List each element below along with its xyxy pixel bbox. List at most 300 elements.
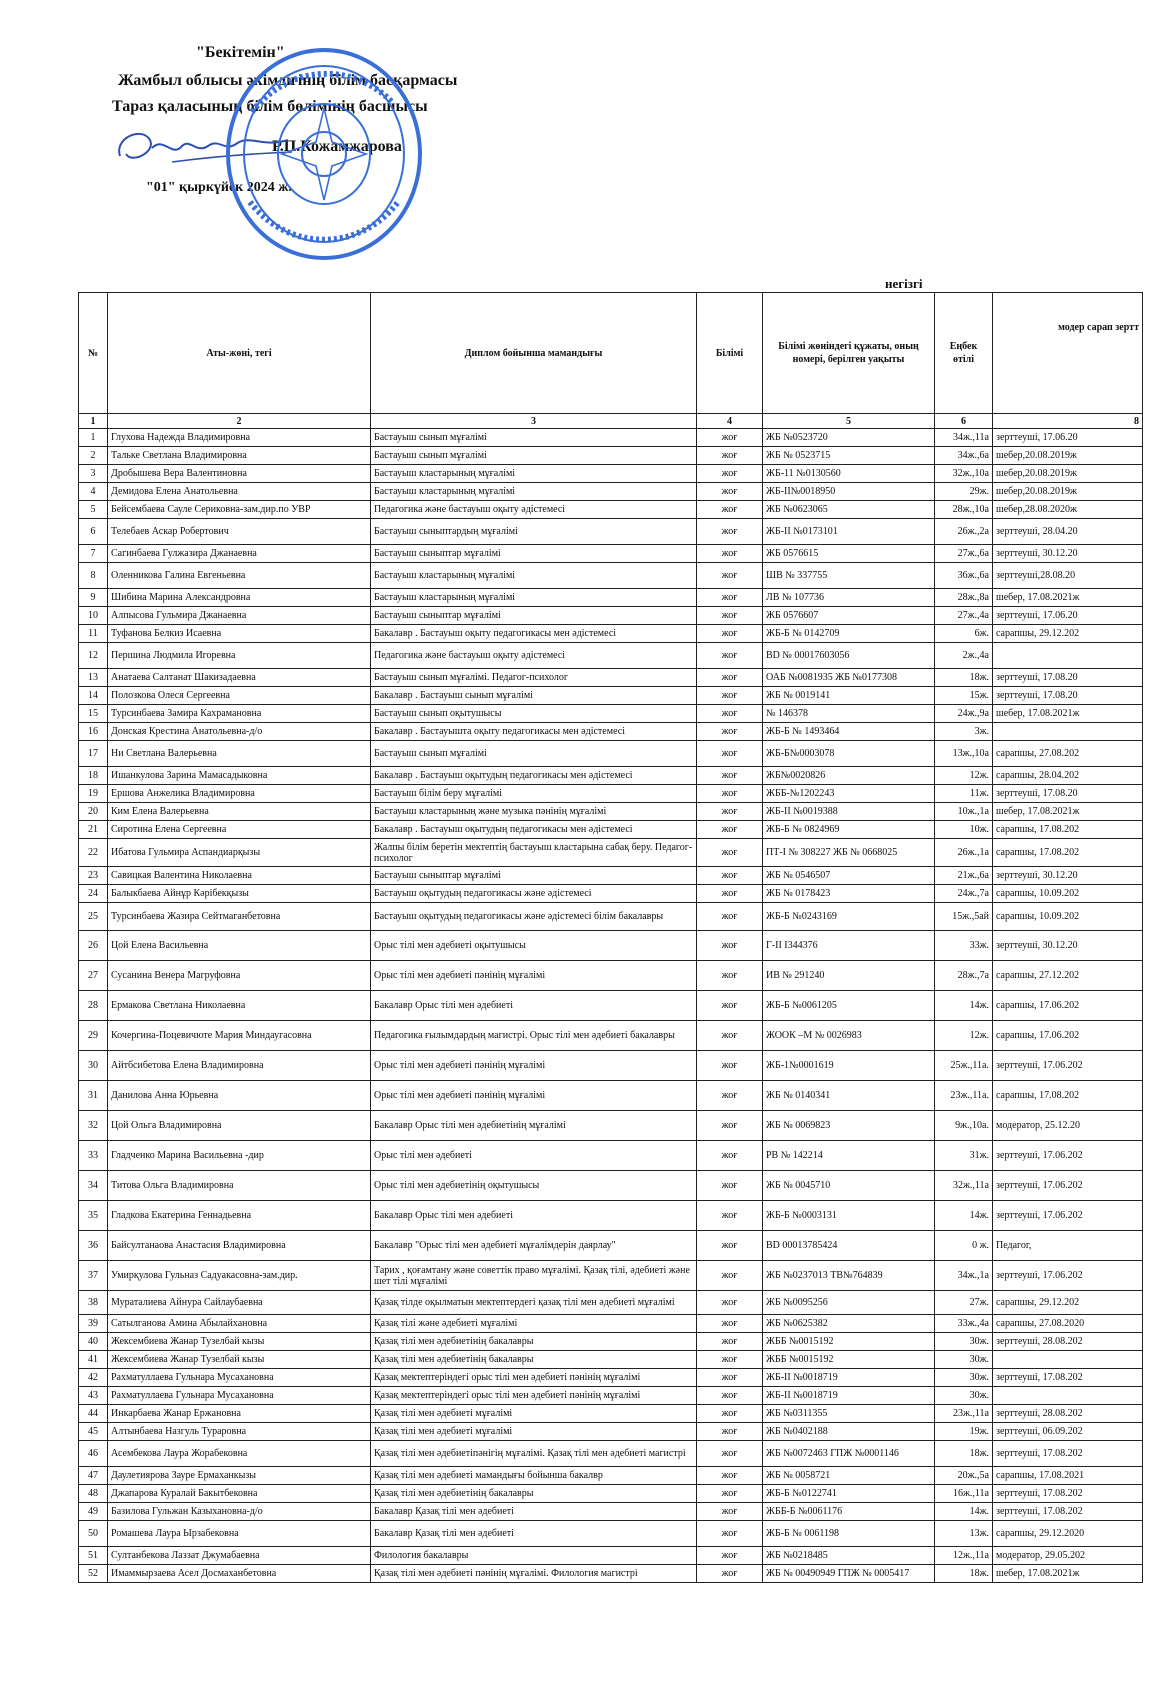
cell-edu: жоғ xyxy=(697,643,763,669)
cell-edu: жоғ xyxy=(697,589,763,607)
cell-n: 1 xyxy=(79,429,108,447)
cell-doc: ЖБ-Б № 0824969 xyxy=(763,821,935,839)
cell-name: Кочергина-Поцевичюте Мария Миндаугасовна xyxy=(108,1021,371,1051)
cell-spec: Бастауыш оқытудың педагогикасы және әдістемесі xyxy=(371,885,697,903)
cell-n: 23 xyxy=(79,867,108,885)
cell-spec: Бакалавр . Бастауышта оқыту педагогикасы мен әдістемесі xyxy=(371,723,697,741)
cell-name: Туфанова Белкиз Исаевна xyxy=(108,625,371,643)
cell-edu: жоғ xyxy=(697,885,763,903)
cell-exp: 12ж. xyxy=(935,767,993,785)
table-row xyxy=(79,767,1143,785)
cell-cat: зерттеуші, 17.06.20 xyxy=(993,607,1143,625)
cell-exp: 12ж.,11а xyxy=(935,1547,993,1565)
cell-cat: зерттеуші, 28.04.20 xyxy=(993,519,1143,545)
cell-exp: 13ж. xyxy=(935,1521,993,1547)
table-row xyxy=(79,643,1143,669)
cell-edu: жоғ xyxy=(697,1467,763,1485)
col-category: модер сарап зертт xyxy=(993,293,1143,414)
cell-exp: 12ж. xyxy=(935,1021,993,1051)
cell-cat xyxy=(993,1351,1143,1369)
cell-name: Ермакова Светлана Николаевна xyxy=(108,991,371,1021)
cell-cat: сарапшы, 17.06.202 xyxy=(993,1021,1143,1051)
cell-name: Дробышева Вера Валентиновна xyxy=(108,465,371,483)
cell-name: Балыкбаева Айнұр Кәрібекқызы xyxy=(108,885,371,903)
cell-name: Байсултанаова Анастасия Владимировна xyxy=(108,1231,371,1261)
cell-exp: 6ж. xyxy=(935,625,993,643)
cell-edu: жоғ xyxy=(697,1141,763,1171)
cell-cat: сарапшы, 27.08.2020 xyxy=(993,1315,1143,1333)
cell-cat: сарапшы, 17.06.202 xyxy=(993,991,1143,1021)
cell-n: 2 xyxy=(79,447,108,465)
table-row xyxy=(79,669,1143,687)
cell-exp: 18ж. xyxy=(935,669,993,687)
cell-exp: 30ж. xyxy=(935,1387,993,1405)
cell-spec: Қазақ тілі мен әдебиеті мұғалімі xyxy=(371,1405,697,1423)
cell-doc: ЖБ № 0045710 xyxy=(763,1171,935,1201)
cell-exp: 23ж.,11а xyxy=(935,1405,993,1423)
cell-exp: 33ж.,4а xyxy=(935,1315,993,1333)
table-row xyxy=(79,447,1143,465)
cell-name: Титова Ольга Владимировна xyxy=(108,1171,371,1201)
cell-spec: Бакалавр . Бастауыш оқытудың педагогикасы мен әдістемесі xyxy=(371,821,697,839)
cell-n: 39 xyxy=(79,1315,108,1333)
cell-edu: жоғ xyxy=(697,1261,763,1291)
cell-exp: 20ж.,5а xyxy=(935,1467,993,1485)
cell-n: 20 xyxy=(79,803,108,821)
cell-spec: Бастауыш сыныптар мұғалімі xyxy=(371,867,697,885)
col-experience: Еңбек өтілі xyxy=(935,293,993,414)
cell-name: Турсинбаева Жазира Сейтмаганбетовна xyxy=(108,903,371,931)
cell-exp: 16ж.,11а xyxy=(935,1485,993,1503)
cell-cat: зерттеуші, 30.12.20 xyxy=(993,867,1143,885)
cell-doc: ОАБ №0081935 ЖБ №0177308 xyxy=(763,669,935,687)
cell-n: 29 xyxy=(79,1021,108,1051)
cell-edu: жоғ xyxy=(697,1291,763,1315)
cell-doc: ПТ-І № 308227 ЖБ № 0668025 xyxy=(763,839,935,867)
col-number: 8 xyxy=(993,414,1143,429)
cell-spec: Бакалавр Орыс тілі мен әдебиеті xyxy=(371,1201,697,1231)
cell-doc: ЖБ№0020826 xyxy=(763,767,935,785)
cell-exp: 21ж.,6а xyxy=(935,867,993,885)
cell-name: Турсинбаева Замира Кахрамановна xyxy=(108,705,371,723)
cell-exp: 34ж.,6а xyxy=(935,447,993,465)
cell-edu: жоғ xyxy=(697,931,763,961)
cell-cat: зерттеуші, 17.06.202 xyxy=(993,1261,1143,1291)
cell-edu: жоғ xyxy=(697,961,763,991)
cell-exp: 19ж. xyxy=(935,1423,993,1441)
table-row xyxy=(79,589,1143,607)
cell-cat xyxy=(993,723,1143,741)
cell-name: Ромашева Лаура Ырзабековна xyxy=(108,1521,371,1547)
table-row xyxy=(79,1141,1143,1171)
cell-exp: 27ж. xyxy=(935,1291,993,1315)
cell-edu: жоғ xyxy=(697,465,763,483)
table-row xyxy=(79,1333,1143,1351)
cell-spec: Бакалавр . Бастауыш сынып мұғалімі xyxy=(371,687,697,705)
table-row xyxy=(79,1051,1143,1081)
table-row xyxy=(79,465,1143,483)
cell-name: Анатаева Салтанат Шакизадаевна xyxy=(108,669,371,687)
cell-cat: зерттеуші, 17.08.20 xyxy=(993,785,1143,803)
cell-doc: ЖББ №0015192 xyxy=(763,1351,935,1369)
cell-spec: Бакалавр Орыс тілі мен әдебиеті xyxy=(371,991,697,1021)
cell-name: Даулетиярова Зауре Ермаханкызы xyxy=(108,1467,371,1485)
cell-doc: ЖБ № 0523715 xyxy=(763,447,935,465)
cell-edu: жоғ xyxy=(697,1051,763,1081)
cell-doc: ЖБ-Б№0003078 xyxy=(763,741,935,767)
cell-doc: ЖБ № 00490949 ГПЖ № 0005417 xyxy=(763,1565,935,1583)
cell-n: 21 xyxy=(79,821,108,839)
cell-n: 50 xyxy=(79,1521,108,1547)
cell-exp: 24ж.,9а xyxy=(935,705,993,723)
cell-exp: 28ж.,10а xyxy=(935,501,993,519)
cell-doc: ЖБ № 0069823 xyxy=(763,1111,935,1141)
cell-cat: зерттеуші, 17.06.202 xyxy=(993,1141,1143,1171)
cell-n: 12 xyxy=(79,643,108,669)
cell-cat: зерттеуші, 06.09.202 xyxy=(993,1423,1143,1441)
cell-n: 47 xyxy=(79,1467,108,1485)
cell-cat: зерттеуші, 17.06.202 xyxy=(993,1171,1143,1201)
table-row xyxy=(79,1387,1143,1405)
col-education: Білімі xyxy=(697,293,763,414)
cell-cat: зерттеуші, 17.06.20 xyxy=(993,429,1143,447)
cell-edu: жоғ xyxy=(697,991,763,1021)
cell-doc: ЖБ 0576607 xyxy=(763,607,935,625)
cell-cat: зерттеуші, 28.08.202 xyxy=(993,1405,1143,1423)
cell-doc: ЖБ-1№0001619 xyxy=(763,1051,935,1081)
cell-doc: ЖБ-Б № 0061198 xyxy=(763,1521,935,1547)
approval-title: "Бекітемін" xyxy=(196,44,285,61)
cell-edu: жоғ xyxy=(697,1201,763,1231)
cell-exp: 30ж. xyxy=(935,1369,993,1387)
cell-cat: зерттеуші, 17.08.202 xyxy=(993,1485,1143,1503)
table-row xyxy=(79,545,1143,563)
col-number: 4 xyxy=(697,414,763,429)
cell-doc: ЖБ-Б №0122741 xyxy=(763,1485,935,1503)
cell-n: 48 xyxy=(79,1485,108,1503)
cell-doc: ЖООК –М № 0026983 xyxy=(763,1021,935,1051)
cell-cat: зерттеуші, 17.08.202 xyxy=(993,1369,1143,1387)
cell-n: 6 xyxy=(79,519,108,545)
cell-spec: Педагогика ғылымдардың магистрі. Орыс тілі мен әдебиеті бакалавры xyxy=(371,1021,697,1051)
cell-doc: ЖБ № 0058721 xyxy=(763,1467,935,1485)
cell-n: 46 xyxy=(79,1441,108,1467)
cell-spec: Бастауыш сыныптардың мұғалімі xyxy=(371,519,697,545)
cell-name: Джапарова Куралай Бакытбековна xyxy=(108,1485,371,1503)
cell-cat: сарапшы, 17.08.202 xyxy=(993,1081,1143,1111)
cell-edu: жоғ xyxy=(697,903,763,931)
cell-edu: жоғ xyxy=(697,1351,763,1369)
cell-spec: Бакалавр "Орыс тілі мен әдебиеті мұғалімдерін даярлау" xyxy=(371,1231,697,1261)
cell-edu: жоғ xyxy=(697,767,763,785)
cell-spec: Бакалавр Қазақ тілі мен әдебиеті xyxy=(371,1521,697,1547)
cell-spec: Бастауыш сынып мұғалімі. Педагог-психолог xyxy=(371,669,697,687)
cell-cat: модератор, 25.12.20 xyxy=(993,1111,1143,1141)
cell-n: 10 xyxy=(79,607,108,625)
table-row xyxy=(79,625,1143,643)
cell-cat: зерттеуші, 30.12.20 xyxy=(993,931,1143,961)
cell-spec: Орыс тілі мен әдебиеті оқытушысы xyxy=(371,931,697,961)
col-number: 6 xyxy=(935,414,993,429)
cell-doc: ЖБ №0311355 xyxy=(763,1405,935,1423)
cell-doc: BD № 00017603056 xyxy=(763,643,935,669)
cell-name: Айтбсибетова Елена Владимировна xyxy=(108,1051,371,1081)
cell-edu: жоғ xyxy=(697,483,763,501)
table-row xyxy=(79,1503,1143,1521)
cell-spec: Қазақ мектептеріндегі орыс тілі мен әдебиеті пәнінің мұғалімі xyxy=(371,1387,697,1405)
table-row xyxy=(79,803,1143,821)
cell-spec: Қазақ тілі мен әдебиеті пәнінің мұғалімі. Филология магистрі xyxy=(371,1565,697,1583)
cell-n: 16 xyxy=(79,723,108,741)
cell-name: Сатылганова Амина Абылайхановна xyxy=(108,1315,371,1333)
cell-edu: жоғ xyxy=(697,1441,763,1467)
cell-exp: 29ж. xyxy=(935,483,993,501)
cell-spec: Бастауыш сынып оқытушысы xyxy=(371,705,697,723)
cell-edu: жоғ xyxy=(697,1387,763,1405)
cell-name: Алпысова Гульмира Джанаевна xyxy=(108,607,371,625)
cell-doc: ЖБ-11 №0130560 xyxy=(763,465,935,483)
cell-cat: сарапшы, 29.12.202 xyxy=(993,1291,1143,1315)
cell-cat: зерттеуші, 17.08.20 xyxy=(993,687,1143,705)
cell-n: 25 xyxy=(79,903,108,931)
table-row xyxy=(79,1565,1143,1583)
table-row xyxy=(79,885,1143,903)
signer-name: Р.П.Кожамжарова xyxy=(272,138,402,155)
cell-edu: жоғ xyxy=(697,785,763,803)
cell-spec: Қазақ тілі мен әдебиетінің бакалавры xyxy=(371,1485,697,1503)
cell-edu: жоғ xyxy=(697,1485,763,1503)
cell-n: 34 xyxy=(79,1171,108,1201)
cell-name: Асембекова Лаура Жорабековна xyxy=(108,1441,371,1467)
cell-spec: Бакалавр Орыс тілі мен әдебиетінің мұғалімі xyxy=(371,1111,697,1141)
cell-doc: ЖБ №0402188 xyxy=(763,1423,935,1441)
cell-exp: 2ж.,4а xyxy=(935,643,993,669)
cell-exp: 15ж.,5ай xyxy=(935,903,993,931)
cell-name: Сиротина Елена Сергеевна xyxy=(108,821,371,839)
table-row xyxy=(79,1547,1143,1565)
cell-name: Тальке Светлана Владимировна xyxy=(108,447,371,465)
cell-cat: сарапшы, 29.12.2020 xyxy=(993,1521,1143,1547)
cell-name: Донская Крестина Анатольевна-д/о xyxy=(108,723,371,741)
cell-exp: 33ж. xyxy=(935,931,993,961)
cell-doc: ЖБ-Б №0061205 xyxy=(763,991,935,1021)
col-specialty: Диплом бойынша мамандығы xyxy=(371,293,697,414)
cell-doc: ЖБ-ІІ №0018719 xyxy=(763,1387,935,1405)
cell-edu: жоғ xyxy=(697,1565,763,1583)
cell-n: 45 xyxy=(79,1423,108,1441)
cell-edu: жоғ xyxy=(697,1521,763,1547)
cell-edu: жоғ xyxy=(697,803,763,821)
cell-exp: 27ж.,4а xyxy=(935,607,993,625)
cell-spec: Қазақ тілі мен әдебиетінің бакалавры xyxy=(371,1333,697,1351)
cell-n: 40 xyxy=(79,1333,108,1351)
cell-cat: сарапшы, 28.04.202 xyxy=(993,767,1143,785)
cell-exp: 36ж.,6а xyxy=(935,563,993,589)
cell-spec: Тарих , қоғамтану және советтік право мұғалімі. Қазақ тілі, әдебиеті және шет тілі мұғалімі xyxy=(371,1261,697,1291)
cell-n: 36 xyxy=(79,1231,108,1261)
cell-edu: жоғ xyxy=(697,839,763,867)
cell-name: Султанбекова Лаззат Джумабаевна xyxy=(108,1547,371,1565)
cell-spec: Қазақ тілі мен әдебиеті мамандығы бойынша бакалвр xyxy=(371,1467,697,1485)
cell-n: 14 xyxy=(79,687,108,705)
cell-doc: ЛВ № 107736 xyxy=(763,589,935,607)
cell-cat: зерттеуші,28.08.20 xyxy=(993,563,1143,589)
cell-edu: жоғ xyxy=(697,607,763,625)
cell-spec: Бакалавр . Бастауыш оқыту педагогикасы мен әдістемесі xyxy=(371,625,697,643)
table-row xyxy=(79,1201,1143,1231)
cell-edu: жоғ xyxy=(697,705,763,723)
cell-doc: ЖБ-Б № 1493464 xyxy=(763,723,935,741)
cell-spec: Педагогика және бастауыш оқыту әдістемесі xyxy=(371,501,697,519)
table-row xyxy=(79,1423,1143,1441)
cell-spec: Бастауыш оқытудың педагогикасы және әдістемесі білім бакалавры xyxy=(371,903,697,931)
cell-n: 51 xyxy=(79,1547,108,1565)
cell-edu: жоғ xyxy=(697,1081,763,1111)
cell-n: 28 xyxy=(79,991,108,1021)
cell-spec: Филология бакалавры xyxy=(371,1547,697,1565)
table-row xyxy=(79,607,1143,625)
cell-exp: 3ж. xyxy=(935,723,993,741)
cell-cat: сарапшы, 17.08.2021 xyxy=(993,1467,1143,1485)
table-row xyxy=(79,687,1143,705)
col-number: 3 xyxy=(371,414,697,429)
cell-exp: 14ж. xyxy=(935,1503,993,1521)
cell-name: Данилова Анна Юрьевна xyxy=(108,1081,371,1111)
table-row xyxy=(79,991,1143,1021)
table-row xyxy=(79,867,1143,885)
cell-exp: 25ж.,11а. xyxy=(935,1051,993,1081)
cell-cat: сарапшы, 27.08.202 xyxy=(993,741,1143,767)
cell-spec: Қазақ тілі және әдебиеті мұғалімі xyxy=(371,1315,697,1333)
cell-cat: зерттеуші, 30.12.20 xyxy=(993,545,1143,563)
table-row xyxy=(79,931,1143,961)
cell-n: 24 xyxy=(79,885,108,903)
cell-spec: Орыс тілі мен әдебиеті пәнінің мұғалімі xyxy=(371,961,697,991)
cell-cat: зерттеуші, 28.08.202 xyxy=(993,1333,1143,1351)
cell-spec: Бастауыш кластарының мұғалімі xyxy=(371,465,697,483)
cell-name: Шибина Марина Александровна xyxy=(108,589,371,607)
cell-edu: жоғ xyxy=(697,1503,763,1521)
cell-n: 3 xyxy=(79,465,108,483)
cell-name: Базилова Гульжан Казыхановна-д/о xyxy=(108,1503,371,1521)
table-row xyxy=(79,1521,1143,1547)
cell-exp: 18ж. xyxy=(935,1441,993,1467)
cell-cat: модератор, 29.05.202 xyxy=(993,1547,1143,1565)
cell-doc: ЖБ №0095256 xyxy=(763,1291,935,1315)
cell-name: Телебаев Аскар Робертович xyxy=(108,519,371,545)
cell-name: Гладкова Екатерина Геннадьевна xyxy=(108,1201,371,1231)
cell-doc: ЖБ №0072463 ГПЖ №0001146 xyxy=(763,1441,935,1467)
cell-exp: 15ж. xyxy=(935,687,993,705)
cell-spec: Орыс тілі мен әдебиетінің оқытушысы xyxy=(371,1171,697,1201)
cell-spec: Орыс тілі мен әдебиеті пәнінің мұғалімі xyxy=(371,1081,697,1111)
cell-doc: ЖБ 0576615 xyxy=(763,545,935,563)
cell-exp: 13ж.,10а xyxy=(935,741,993,767)
cell-exp: 10ж. xyxy=(935,821,993,839)
cell-n: 41 xyxy=(79,1351,108,1369)
cell-exp: 32ж.,10а xyxy=(935,465,993,483)
cell-n: 32 xyxy=(79,1111,108,1141)
cell-exp: 30ж. xyxy=(935,1333,993,1351)
table-row xyxy=(79,1369,1143,1387)
table-row xyxy=(79,1351,1143,1369)
cell-cat xyxy=(993,643,1143,669)
cell-exp: 11ж. xyxy=(935,785,993,803)
cell-doc: ЖБ-ІІ№0018950 xyxy=(763,483,935,501)
cell-spec: Қазақ тілде оқылматын мектептердегі қазақ тілі мен әдебиеті мұғалімі xyxy=(371,1291,697,1315)
cell-edu: жоғ xyxy=(697,1171,763,1201)
cell-n: 52 xyxy=(79,1565,108,1583)
cell-n: 35 xyxy=(79,1201,108,1231)
cell-doc: № 146378 xyxy=(763,705,935,723)
cell-name: Жексембиева Жанар Тузелбай кызы xyxy=(108,1351,371,1369)
cell-n: 31 xyxy=(79,1081,108,1111)
cell-exp: 23ж.,11а. xyxy=(935,1081,993,1111)
cell-spec: Бакалавр . Бастауыш оқытудың педагогикасы мен әдістемесі xyxy=(371,767,697,785)
cell-cat: шебер, 17.08.2021ж xyxy=(993,1565,1143,1583)
table-row xyxy=(79,1231,1143,1261)
cell-name: Сусанина Венера Магруфовна xyxy=(108,961,371,991)
cell-name: Жексембиева Жанар Тузелбай кызы xyxy=(108,1333,371,1351)
cell-spec: Бастауыш білім беру мұғалімі xyxy=(371,785,697,803)
cell-doc: ЖБ № 0019141 xyxy=(763,687,935,705)
cell-name: Демидова Елена Анатольевна xyxy=(108,483,371,501)
cell-name: Ибатова Гульмира Аспандиарқызы xyxy=(108,839,371,867)
table-row xyxy=(79,1261,1143,1291)
cell-doc: Г-ІІ І344376 xyxy=(763,931,935,961)
cell-edu: жоғ xyxy=(697,821,763,839)
cell-doc: ЖББ №0015192 xyxy=(763,1333,935,1351)
cell-n: 26 xyxy=(79,931,108,961)
cell-cat: шебер, 17.08.2021ж xyxy=(993,803,1143,821)
cell-name: Полозкова Олеся Сергеевна xyxy=(108,687,371,705)
cell-spec: Бастауыш сыныптар мұғалімі xyxy=(371,607,697,625)
cell-n: 38 xyxy=(79,1291,108,1315)
cell-doc: ШВ № 337755 xyxy=(763,563,935,589)
column-numbers-row xyxy=(79,414,1143,429)
cell-n: 22 xyxy=(79,839,108,867)
cell-n: 4 xyxy=(79,483,108,501)
cell-cat: шебер,28.08.2020ж xyxy=(993,501,1143,519)
cell-doc: BD 00013785424 xyxy=(763,1231,935,1261)
cell-edu: жоғ xyxy=(697,429,763,447)
cell-exp: 24ж.,7а xyxy=(935,885,993,903)
cell-exp: 14ж. xyxy=(935,1201,993,1231)
cell-n: 19 xyxy=(79,785,108,803)
table-row xyxy=(79,1485,1143,1503)
cell-exp: 30ж. xyxy=(935,1351,993,1369)
table-row xyxy=(79,903,1143,931)
cell-doc: ЖБ № 0178423 xyxy=(763,885,935,903)
table-row xyxy=(79,1081,1143,1111)
cell-cat: шебер,20.08.2019ж xyxy=(993,465,1143,483)
cell-name: Цой Елена Васильевна xyxy=(108,931,371,961)
table-row xyxy=(79,1171,1143,1201)
cell-n: 15 xyxy=(79,705,108,723)
cell-n: 8 xyxy=(79,563,108,589)
cell-name: Бейсембаева Сауле Сериковна-зам.дир.по УВР xyxy=(108,501,371,519)
cell-doc: ЖБ № 0546507 xyxy=(763,867,935,885)
col-number: 5 xyxy=(763,414,935,429)
cell-edu: жоғ xyxy=(697,669,763,687)
table-row xyxy=(79,741,1143,767)
table-row xyxy=(79,1441,1143,1467)
table-body xyxy=(79,429,1143,1583)
table-row xyxy=(79,429,1143,447)
cell-exp: 34ж.,11а xyxy=(935,429,993,447)
cell-name: Ершова Анжелика Владимировна xyxy=(108,785,371,803)
table-row xyxy=(79,821,1143,839)
